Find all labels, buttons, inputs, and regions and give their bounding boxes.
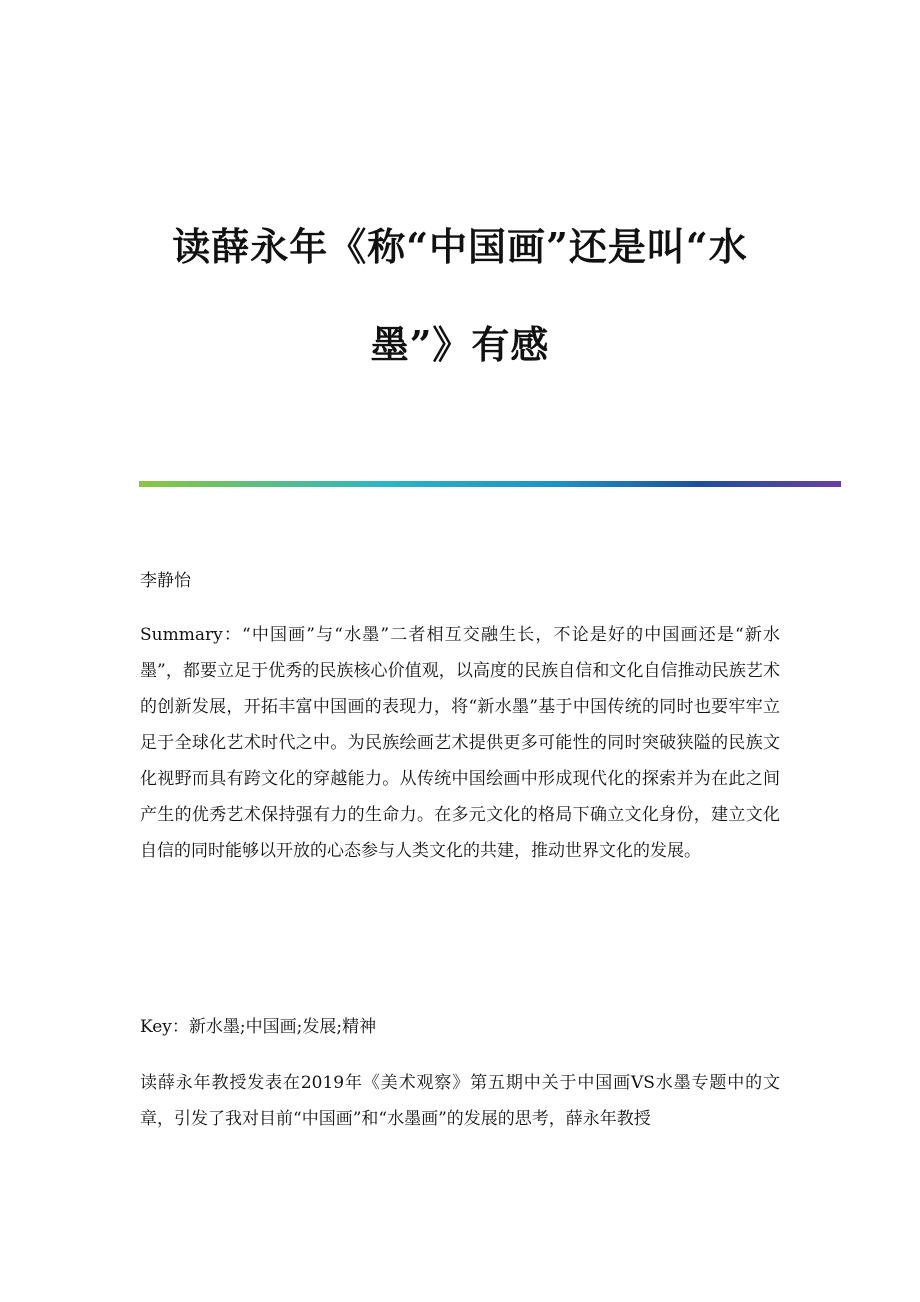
keywords-label: Key：: [140, 1017, 189, 1037]
keywords-text: 新水墨;中国画;发展;精神: [188, 1017, 377, 1037]
gradient-divider: [139, 481, 841, 487]
summary-paragraph: [140, 617, 780, 869]
intro-paragraph: 读薛永年教授发表在2019年《美术观察》第五期中关于中国画VS水墨专题中的文章，引发了我对目前“中国画”和“水墨画”的发展的思考，薛永年教授: [140, 1073, 780, 1129]
document-title-line-1: 读薛永年《称“中国画”还是叫“水: [172, 224, 748, 269]
summary-label: Summary：: [140, 625, 242, 645]
keywords-line: [140, 1009, 780, 1045]
author-name: 李静怡: [140, 571, 191, 591]
document-title-line-2: 墨”》有感: [370, 322, 550, 367]
summary-text: “中国画”与“水墨”二者相互交融生长，不论是好的中国画还是“新水墨”，都要立足于优秀的民族核心价值观，以高度的民族自信和文化自信推动民族艺术的创新发展，开拓丰富中国画的表现力，将“新水墨”基于中国传统的同时也要牢牢立足于全球化艺术时代之中。为民族绘画艺术提供更多可能性的同时突破狭隘的民族文化视野而具有跨文化的穿越能力。从传统中国绘画中形成现代化的探索并为在此之间产生的优秀艺术保持强有力的生命力。在多元文化的格局下确立文化身份，建立文化自信的同时能够以开放的心态参与人类文化的共建，推动世界文化的发展。: [140, 625, 780, 861]
